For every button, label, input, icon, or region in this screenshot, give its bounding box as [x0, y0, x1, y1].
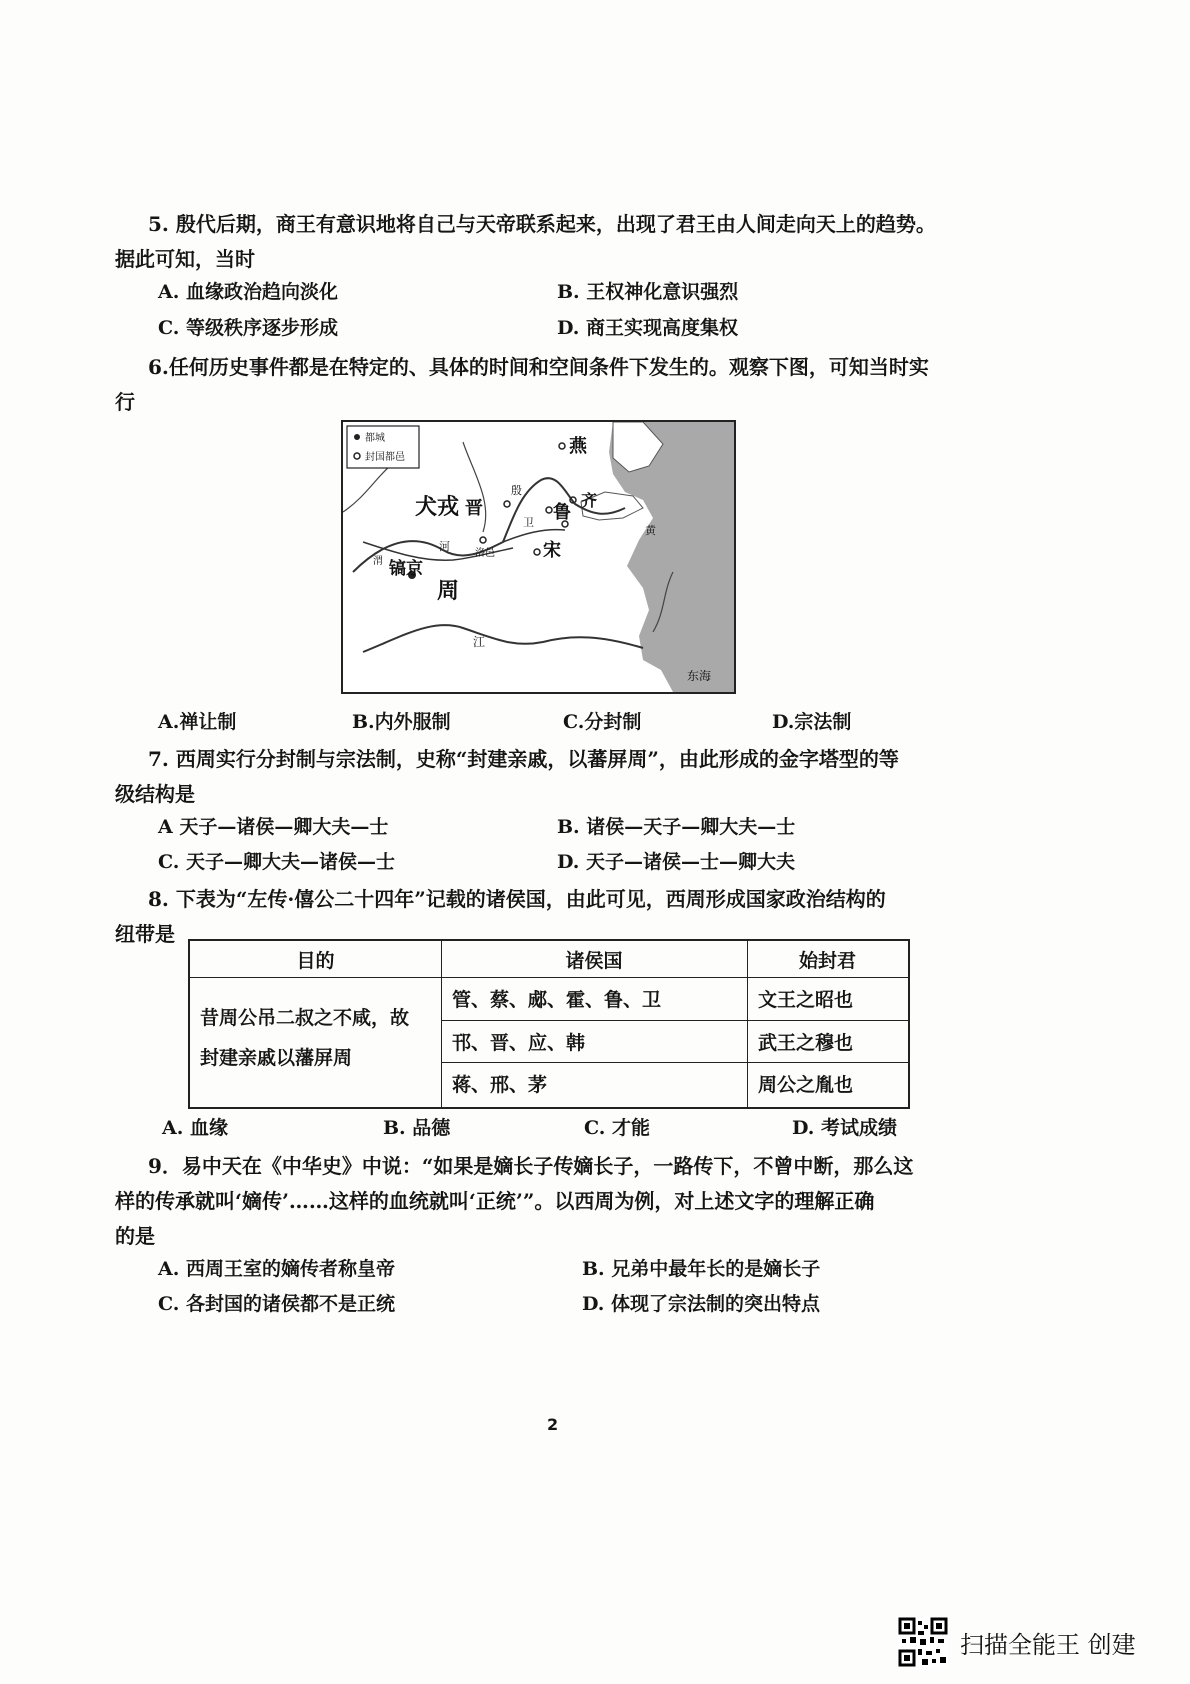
q6-option-c: C.分封制: [563, 711, 642, 733]
western-zhou-map: [341, 420, 736, 694]
table-row-states: 管、蔡、郕、霍、鲁、卫: [452, 989, 662, 1011]
q8-stem-line2: 纽带是: [115, 922, 175, 946]
q9-option-c: C. 各封国的诸侯都不是正统: [158, 1293, 396, 1315]
q6-option-a: A.禅让制: [158, 711, 237, 733]
table-row-ruler: 文王之昭也: [758, 989, 854, 1011]
q7-stem-line1: 7. 西周实行分封制与宗法制，史称“封建亲戚，以蕃屏周”，由此形成的金字塔型的等: [148, 747, 899, 771]
q7-stem-line2: 级结构是: [115, 782, 195, 806]
label-jiang: 江: [473, 635, 486, 649]
q5-option-d: D. 商王实现高度集权: [557, 317, 739, 339]
q5-stem-line2: 据此可知，当时: [115, 247, 255, 271]
q6-option-d: D.宗法制: [772, 711, 852, 733]
label-wei-river: 渭: [373, 556, 383, 567]
label-luoyi: 洛邑: [475, 548, 495, 559]
header-states: 诸侯国: [565, 949, 623, 972]
header-purpose: 目的: [296, 949, 335, 972]
q5-stem-line1: 5. 殷代后期，商王有意识地将自己与天帝联系起来，出现了君王由人间走向天上的趋势。: [148, 212, 936, 236]
q7-option-b: B. 诸侯—天子—卿大夫—士: [557, 816, 796, 838]
legend-capital: 都城: [365, 433, 385, 444]
qr-code-icon: [898, 1617, 948, 1667]
table-row-ruler: 周公之胤也: [758, 1074, 854, 1096]
q5-option-b: B. 王权神化意识强烈: [557, 281, 739, 303]
table-row-states: 邗、晋、应、韩: [452, 1031, 586, 1054]
q7-option-d: D. 天子—诸侯—士—卿大夫: [557, 851, 796, 873]
label-donghai: 东海: [687, 669, 712, 683]
legend-fief: 封国都邑: [365, 452, 405, 463]
q8-option-c: C. 才能: [584, 1117, 651, 1139]
label-wei: 卫: [523, 516, 534, 529]
q8-stem-line1: 8. 下表为“左传·僖公二十四年”记载的诸侯国，由此可见，西周形成国家政治结构的: [148, 887, 886, 911]
label-yin: 殷: [511, 484, 522, 497]
label-yan: 燕: [569, 436, 587, 457]
label-qi: 齐: [581, 491, 598, 510]
scanner-label: 扫描全能王 创建: [960, 1630, 1136, 1659]
purpose-line1: 昔周公吊二叔之不咸，故: [200, 1006, 410, 1029]
q6-stem-line1: 6.任何历史事件都是在特定的、具体的时间和空间条件下发生的。观察下图，可知当时实: [148, 355, 929, 379]
q9-option-d: D. 体现了宗法制的突出特点: [582, 1293, 821, 1315]
table-row-states: 蒋、邢、茅: [452, 1074, 548, 1096]
label-lu: 鲁: [553, 502, 571, 523]
q6-stem-line2: 行: [115, 390, 135, 414]
q7-option-a: A 天子—诸侯—卿大夫—士: [158, 816, 389, 838]
q8-option-b: B. 品德: [383, 1117, 451, 1139]
q8-option-d: D. 考试成绩: [792, 1117, 898, 1139]
label-song: 宋: [543, 540, 561, 561]
q9-option-a: A. 西周王室的嫡传者称皇帝: [158, 1258, 395, 1280]
q9-stem-line1: 9．易中天在《中华史》中说：“如果是嫡长子传嫡长子，一路传下，不曾中断，那么这: [148, 1154, 914, 1178]
q9-stem-line3: 的是: [115, 1224, 155, 1248]
table-row-ruler: 武王之穆也: [758, 1031, 854, 1054]
q6-option-b: B.内外服制: [352, 711, 451, 733]
q5-option-c: C. 等级秩序逐步形成: [158, 317, 339, 339]
label-zhou: 周: [437, 579, 460, 604]
q9-option-b: B. 兄弟中最年长的是嫡长子: [582, 1258, 821, 1280]
label-quanrong: 犬戎: [415, 495, 460, 520]
label-huang: 黄: [645, 524, 656, 537]
q9-stem-line2: 样的传承就叫‘嫡传’……这样的血统就叫‘正统’”。以西周为例，对上述文字的理解正确: [115, 1189, 875, 1213]
label-haojing: 镐京: [389, 559, 423, 579]
q5-option-a: A. 血缘政治趋向淡化: [158, 281, 338, 303]
page-number: 2: [547, 1415, 559, 1434]
q7-option-c: C. 天子—卿大夫—诸侯—士: [158, 851, 396, 873]
fief-table: [188, 939, 910, 1109]
label-he: 河: [439, 540, 450, 553]
scanner-watermark: [898, 1617, 1136, 1667]
purpose-line2: 封建亲戚以藩屏周: [200, 1046, 353, 1069]
label-jin: 晋: [465, 498, 483, 519]
q8-option-a: A. 血缘: [162, 1117, 228, 1139]
header-ruler: 始封君: [798, 949, 856, 972]
